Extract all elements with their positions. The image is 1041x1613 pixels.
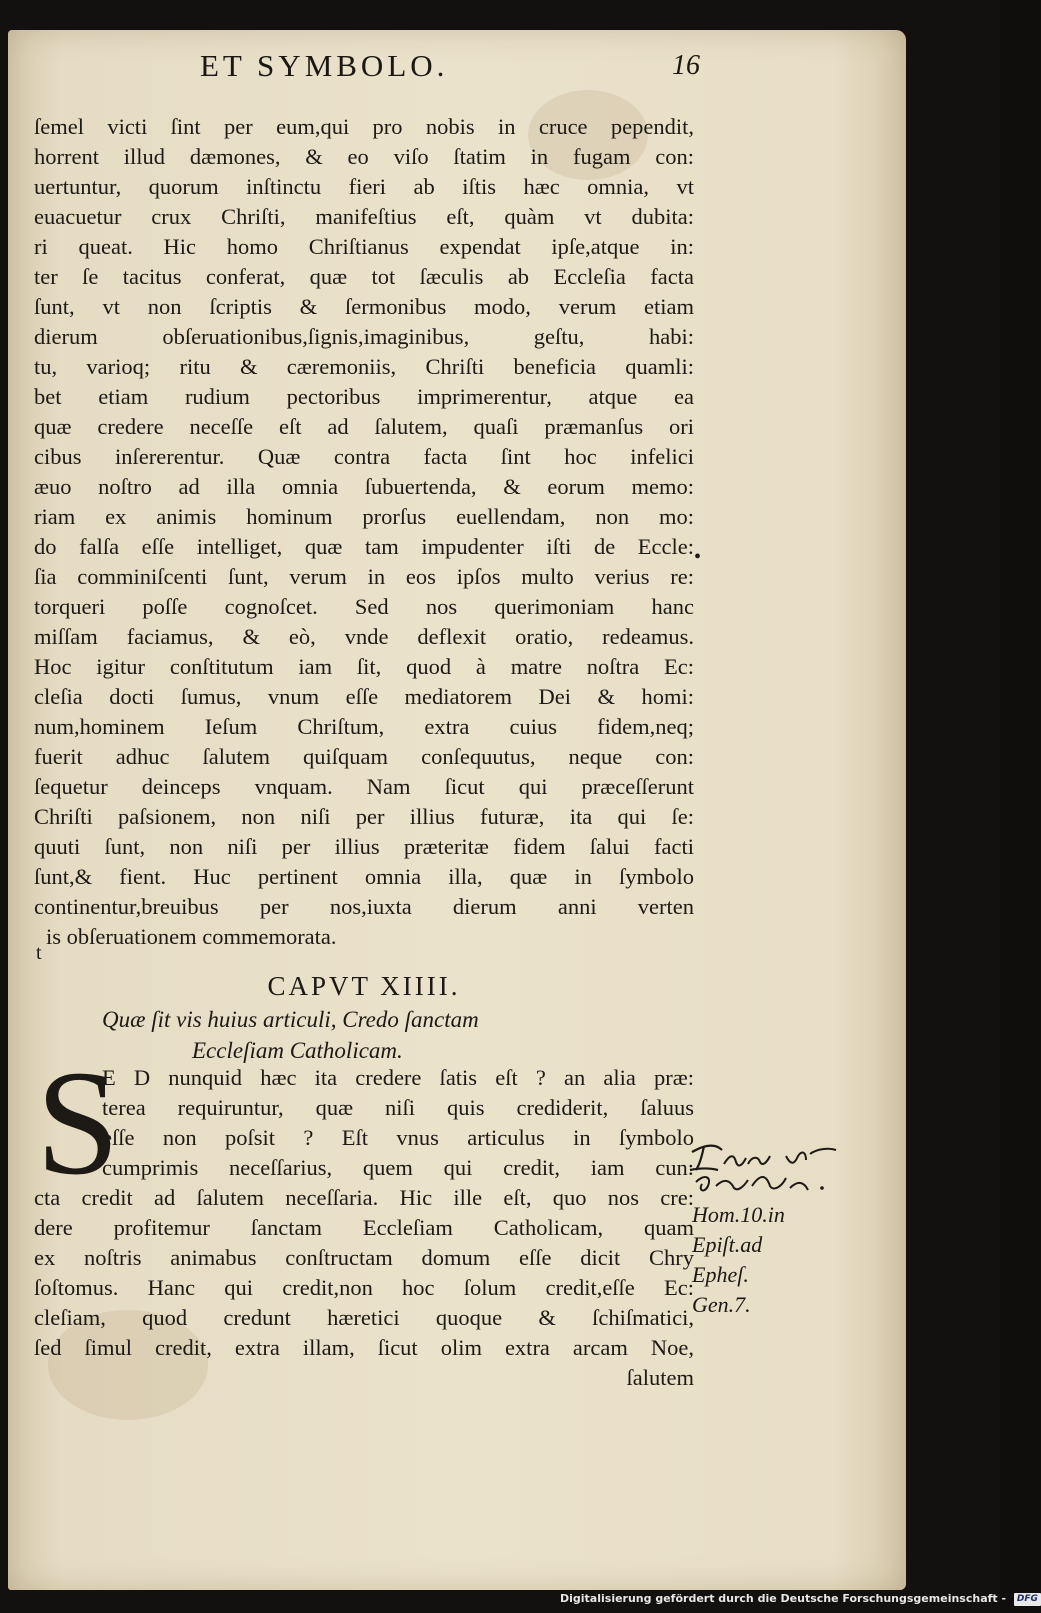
text-line: ſunt,& fient. Huc pertinent omnia illa, quæ in ſymbolo [34, 864, 694, 889]
text-line: ſequetur deinceps vnquam. Nam ſicut qui præceſſerunt [34, 774, 694, 799]
drop-cap: S [36, 1040, 120, 1206]
chapter-text [34, 1040, 694, 1393]
chapter-subtitle-line: Quæ ſit vis huius articuli, Credo ſanctam [102, 1007, 479, 1032]
text-line: eſſe non poſsit ? Eſt vnus articulus in ſymbolo [102, 1125, 694, 1150]
text-line: quæ credere neceſſe eſt ad ſalutem, quaſi præmanſus ori [34, 414, 694, 439]
text-line: Hoc igitur conſtitutum iam ſit, quod à matre noſtra Ec: [34, 654, 694, 679]
stray-mark: t [36, 942, 42, 964]
chapter-heading [34, 968, 694, 1066]
text-line: cleſia docti ſumus, vnum eſſe mediatorem Dei & homi: [34, 684, 694, 709]
text-line: torqueri poſſe cognoſcet. Sed nos querimoniam hanc [34, 594, 694, 619]
text-line: bet etiam rudium pectoribus imprimerentur, atque ea [34, 384, 694, 409]
text-line: E D nunquid hæc ita credere ſatis eſt ? an alia præ: [102, 1065, 694, 1090]
text-line: ſunt, vt non ſcriptis & ſermonibus modo, verum etiam [34, 294, 694, 319]
text-line: ex noſtris animabus conſtructam domum eſſe dicit Chry [34, 1245, 694, 1270]
text-line: tu, varioq; ritu & cæremoniis, Chriſti beneficia quamli: [34, 354, 694, 379]
text-line: continentur,breuibus per nos,iuxta dierum anni verten [34, 894, 694, 919]
text-line: num,hominem Ieſum Chriſtum, extra cuius fidem,neq; [34, 714, 694, 739]
text-line: do falſa eſſe intelliget, quæ tam impudenter iſti de Eccle: [34, 534, 694, 559]
text-line: riam ex animis hominum prorſus euellendam, non mo: [34, 504, 694, 529]
text-line: fuerit adhuc ſalutem quiſquam conſequutus, neque con: [34, 744, 694, 769]
text-line: cleſiam, quod credunt hæretici quoque & ſchiſmatici, [34, 1305, 694, 1330]
margin-notes [692, 1200, 892, 1320]
margin-note: Hom.10.in [692, 1202, 785, 1227]
handwriting-glyphs [686, 1130, 886, 1200]
text-line: ſoſtomus. Hanc qui credit,non hoc ſolum credit,eſſe Ec: [34, 1275, 694, 1300]
text-line: horrent illud dæmones, & eo viſo ſtatim in fugam con: [34, 144, 694, 169]
chapter-subtitle [34, 1004, 694, 1066]
text-line: ri queat. Hic homo Chriſtianus expendat ipſe,atque in: [34, 234, 694, 259]
margin-note: Epiſt.ad [692, 1232, 763, 1257]
chapter-title: CAPVT XIIII. [267, 971, 461, 1001]
page-number: 16 [672, 50, 700, 81]
text-line: cumprimis neceſſarius, quem qui credit, iam cun: [102, 1155, 694, 1180]
dfg-logo: DFG [1014, 1593, 1041, 1606]
text-line: is obſeruationem commemorata. [46, 924, 337, 949]
text-line: dierum obſeruationibus,ſignis,imaginibus, geſtu, habi: [34, 324, 694, 349]
text-line: cibus inſererentur. Quæ contra facta ſint hoc infelici [34, 444, 694, 469]
text-line: terea requiruntur, quæ niſi quis crediderit, ſaluus [102, 1095, 694, 1120]
text-line: ſed ſimul credit, extra illam, ſicut olim extra arcam Noe, [34, 1335, 694, 1360]
text-line: quuti ſunt, non niſi per illius præteritæ fidem ſalui facti [34, 834, 694, 859]
margin-note: Epheſ. [692, 1262, 749, 1287]
chapter-subtitle-line: Eccleſiam Catholicam. [192, 1038, 403, 1063]
text-line: uertuntur, quorum inſtinctu fieri ab iſtis hæc omnia, vt [34, 174, 694, 199]
text-line: miſſam faciamus, & eò, vnde deflexit oratio, redeamus. [34, 624, 694, 649]
text-line: dere profitemur ſanctam Eccleſiam Catholicam, quam [34, 1215, 694, 1240]
text-line: ſemel victi ſint per eum,qui pro nobis in cruce pependit, [34, 114, 694, 139]
text-line: ter ſe tacitus conferat, quæ tot ſæculis ab Eccleſia facta [34, 264, 694, 289]
text-line: euacuetur crux Chriſti, manifeſtius eſt, quàm vt dubita: [34, 204, 694, 229]
handwritten-annotation [686, 1130, 886, 1200]
digitization-credit [560, 1592, 1038, 1612]
text-line: cta credit ad ſalutem neceſſaria. Hic ille eſt, quo nos cre: [34, 1185, 694, 1210]
page-header [200, 48, 700, 108]
text-line: ſia comminiſcenti ſunt, verum in eos ipſos multo verius re: [34, 564, 694, 589]
text-line: Chriſti paſsionem, non niſi per illius futuræ, ita qui ſe: [34, 804, 694, 829]
margin-dot: • [694, 546, 702, 568]
running-head: ET SYMBOLO. [200, 48, 449, 83]
body-text [34, 112, 694, 952]
catchword: ſalutem [626, 1365, 694, 1390]
margin-note: Gen.7. [692, 1292, 751, 1317]
text-line: æuo noſtro ad illa omnia ſubuertenda, & eorum memo: [34, 474, 694, 499]
credit-text: Digitalisierung gefördert durch die Deutsche Forschungsgemeinschaft - [560, 1592, 1007, 1605]
